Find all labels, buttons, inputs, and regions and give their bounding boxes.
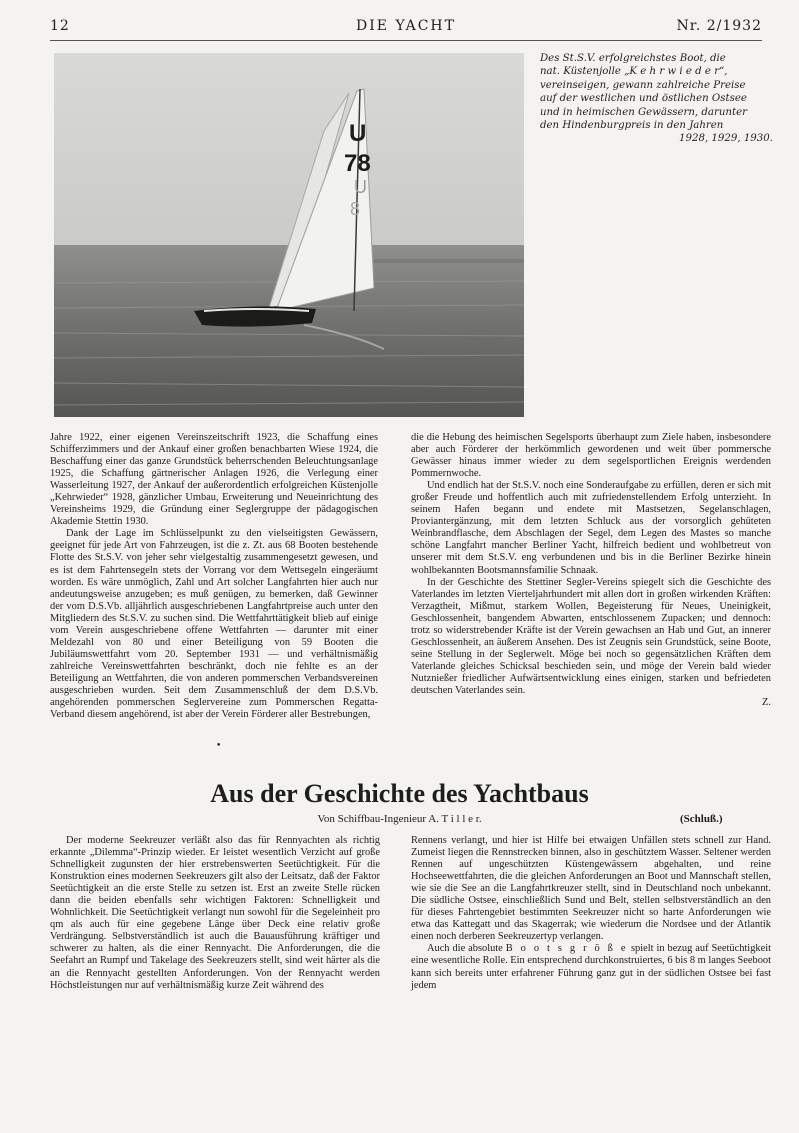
- text-run: spielt in bezug auf Seetüchtigkeit eine wesentliche Rolle. Ein entsprechend durchkonstruiertes, 6 bis 8 m langes Seeboot kann sich bereits unter erfahrener Führung ganz gut in der südlichen Ostsee bei fast jedem: [411, 943, 771, 991]
- upper-right-column: [411, 432, 771, 709]
- paragraph: Und endlich hat der St.S.V. noch eine Sonderaufgabe zu erfüllen, deren er sich mit großer Freude und hoffentlich auch mit zufriedenstellendem Erfolg unterzieht. In seinem Hafen begann und endete mit Mastsetzen, Segelanschlagen, Proviantergänzung, mit dem letzten Schluck aus der vorsorglich gehüteten Weinbrandflasche, dem Abschlagen der Segel, dem Legen des Mastes so manche schöne Langfahrt mancher Berliner Yacht, hilfreich bedient und wohlbetreut von unserer mit dem St.S.V. eng verbundenen und bis in die Berliner Bezirke hinein wohlbekannten Bootsmannsfamilie Schnaak.: [411, 480, 771, 576]
- page-header: [50, 18, 762, 38]
- page-number: 12: [50, 18, 70, 34]
- lower-right-column: [411, 835, 771, 992]
- paragraph: [411, 943, 771, 991]
- magazine-title: DIE YACHT: [356, 18, 456, 34]
- sail-letter-shadow: U: [354, 177, 367, 197]
- continuation-note: (Schluß.): [680, 813, 723, 825]
- paragraph: Jahre 1922, einer eigenen Vereinszeitschrift 1923, die Schaffung eines Schifferzimmers und der Ankauf einer großen benachbarten Wiese 1924, die Beschaffung einer das ganze Grundstück beherrschenden Beleuchtungsanlage 1925, die Schaffung gärtnerischer Anlagen 1926, die Verlegung einer Wasserleitung 1927, der Ankauf der außerordentlich erfolgreichen Küstenjolle „Kehrwieder“ 1928, gänzlicher Umbau, Erweiterung und Neueinrichtung des Vereinsheims 1929, die Gründung einer Seglergruppe der pädagogischen Akademie Stettin 1930.: [50, 432, 378, 528]
- byline-prefix: Von Schiffbau-Ingenieur: [317, 813, 427, 825]
- byline-author: A. T i l l e r.: [428, 813, 482, 825]
- sail-number: 78: [344, 150, 371, 177]
- paragraph: In der Geschichte des Stettiner Segler-Vereins spiegelt sich die Geschichte des Vaterlandes im letzten Vierteljahrhundert mit allen dort in großen wirkenden Kräften: Verzagtheit, Mißmut, starkem Wollen, Begeisterung für Neues, Uneinigkeit, Geschlossenheit, bangendem Abwarten, entschlossenem Zupacken; und dennoch: trotz so widerstrebender Kräfte ist der Verein gewachsen an Hab und Gut, an innerer Geschlossenheit, an äußerem Ansehen. Des ist Zeugnis sein Grundstück, seine Boote, seine Stellung in der Seglerwelt. Möge bei noch so gegensätzlichen Kräften dem Vaterlande gleiches Schicksal beschieden sein, und möge der Verein bald wieder Nutznießer friedlicher Aufwärtsentwicklung eines einigen, starken und befriedeten deutschen Vaterlandes sein.: [411, 576, 771, 696]
- sailboat-illustration: [54, 53, 524, 417]
- photo-caption: [540, 52, 773, 146]
- paragraph: Der moderne Seekreuzer verläßt also das für Rennyachten als richtig erkannte „Dilemma“-Prinzip wieder. Er leistet wesentlich Verzicht auf große Schnelligkeit zugunsten der hier erstrebenswerten Seetüchtigkeit. Für die Konstruktion eines modernen Seekreuzers gilt also der Leitsatz, daß der Faktor Seetüchtigkeit an die erste Stelle zu setzen ist. Erst an zweite Stelle rücken dann die beiden ebenfalls sehr wichtigen Faktoren: Schnelligkeit und Wohnlichkeit. Die Seetüchtigkeit verlangt nun sowohl für die Segeleinheit pro qm als auch für eine gegebene Länge über Deck eine relativ große Verdrängung. Selbstverständlich ist auch die Bauausführung kräftiger und schwerer zu halten, als die einer Rennyacht. Die Anforderungen, die die Seefahrt an Rumpf und Takelage des Seekreuzers stellt, sind weit härter als die an die Rennyacht gestellten Anforderungen. Von der Rennyacht werden Höchstleistungen nur auf verhältnismäßig kurze Zeit während des: [50, 835, 380, 991]
- caption-line: den Hindenburgpreis in den Jahren: [540, 120, 724, 132]
- text-run: Auch die absolute: [427, 943, 503, 955]
- caption-line: und in heimischen Gewässern, darunter: [540, 106, 747, 118]
- caption-line: 1928, 1929, 1930.: [679, 133, 773, 145]
- paragraph: die die Hebung des heimischen Segelsports überhaupt zum Ziele haben, insbesondere aber auch Förderer der herkömmlich gewordenen und weit über pommersche Gewässer hinaus immer wieder zu dem segelsportlichen Ereignis werdenden Pommernwoche.: [411, 432, 771, 480]
- issue-number: Nr. 2/1932: [676, 18, 762, 34]
- caption-line: nat. Küstenjolle „K e h r w i e d e r“,: [540, 66, 728, 78]
- sail-number-shadow: 8: [350, 199, 361, 219]
- ornament-mark: •: [216, 741, 222, 751]
- author-signature: Z.: [762, 697, 771, 709]
- paragraph: Dank der Lage im Schlüsselpunkt zu den vielseitigsten Gewässern, geeignet für jede Art von Fahrzeugen, ist die z. Zt. aus 68 Booten bestehende Flotte des St.S.V. von jeher sehr vielgestaltig zusammengesetzt gewesen, und es ist dem Fahrtensegeln stets der Vorrang vor dem Wettsegeln eingeräumt worden. Es wäre unmöglich, Zahl und Art solcher Langfahrten hier auch nur andeutungsweise anzugeben; es muß genügen, zu bemerken, daß Gewinner der vom D.S.Vb. alljährlich ausgeschriebenen Langfahrtpreise auch unter den Mitgliedern des St.S.V. zu suchen sind. Die Wettfahrttätigkeit blieb auf einige vom Verein ausgeschriebene offene Wettfahrten — darunter mit einer Meldezahl von 80 und einer Beteiligung von 59 Booten die Jubiläumswettfahrt vom 20. September 1931 — und verhältnismäßig zahlreiche Vereinswettfahrten beschränkt, doch nie fehlte es an der Beteiligung an Wettfahrten, die von anderen pommerschen Verbandsvereinen ausgeschrieben wurden. Seit dem Zusammenschluß der dem D.S.Vb. angehörenden pommerschen Seglervereine zum Pommerschen Regatta-Verband diesem angehörend, ist aber der Verein Förderer aller Bestrebungen,: [50, 528, 378, 721]
- upper-left-column: [50, 432, 378, 721]
- caption-line: Des St.S.V. erfolgreichstes Boot, die: [540, 53, 726, 64]
- sailboat-photo: [54, 53, 524, 417]
- spaced-term: B o o t s g r ö ß e: [505, 943, 628, 955]
- lower-left-column: [50, 835, 380, 992]
- article-title: Aus der Geschichte des Yachtbaus: [210, 779, 589, 808]
- caption-line: auf der westlichen und östlichen Ostsee: [540, 93, 747, 105]
- sail-letter: U: [349, 120, 367, 147]
- caption-line: vereinseigen, gewann zahlreiche Preise: [540, 79, 746, 91]
- paragraph: Rennens verlangt, und hier ist Hilfe bei etwaigen Unfällen stets schnell zur Hand. Zumeist liegen die Rennstrecken binnen, also in geschütztem Wasser. Seltener werden Rennen auf ungeschützten Küstengewässern abgehalten, und reine Hochseewettfahrten, die die gleichen Anforderungen an Boot und Mannschaft stellen, wie sie die See an die Langfahrtkreuzer stellt, sind in Deutschland noch unbekannt. Die südliche Ostsee, einschließlich Sund und Belt, stellen selbstverständlich an den für dieses Fahrtengebiet bestimmten Seekreuzer nicht so harte Anforderungen wie etwa das Kattegatt und das Skagerrak; wie wiederum die Nordsee und der Atlantik einen noch derberen Seekreuzertyp verlangen.: [411, 835, 771, 943]
- header-divider: [50, 40, 762, 41]
